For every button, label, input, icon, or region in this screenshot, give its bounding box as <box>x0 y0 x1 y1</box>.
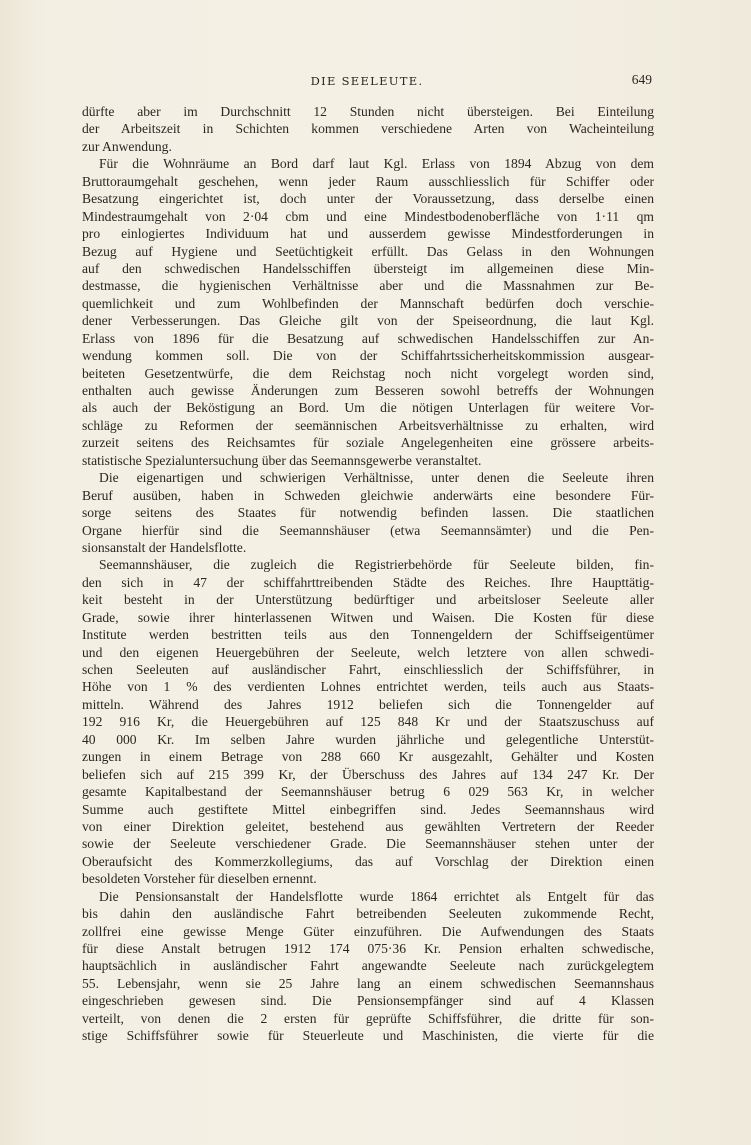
text-line: Institute werden bestritten teils aus den Tonnengeldern der Schiffseigentümer <box>82 627 654 643</box>
text-line: auf den schwedischen Handelsschiffen übersteigt im allgemeinen diese Min- <box>82 260 654 276</box>
running-head: DIE SEELEUTE. <box>310 74 424 88</box>
text-line: besoldeten Vorsteher für dieselben ernennt. <box>82 871 317 887</box>
text-line: sorge seitens des Staates für notwendig befinden lassen. Die staatlichen <box>82 505 654 521</box>
text-line: Die Pensionsanstalt der Handelsflotte wurde 1864 errichtet als Entgelt für das <box>99 888 654 904</box>
text-line: der Arbeitszeit in Schichten kommen verschiedene Arten von Wacheinteilung <box>82 121 654 137</box>
text-line: 192 916 Kr, die Heuergebühren auf 125 848 Kr und der Staatszuschuss auf <box>82 714 654 730</box>
text-line: Höhe von 1 % des verdienten Lohnes entrichtet werden, teils auch aus Staats- <box>82 679 654 695</box>
text-line: Für die Wohnräume an Bord darf laut Kgl. Erlass von 1894 Abzug von dem <box>99 156 654 172</box>
text-line: pro einlogiertes Individuum hat und ausserdem gewisse Mindestforderungen in <box>82 226 654 242</box>
body-text <box>82 103 654 1045</box>
text-line: bis dahin den ausländische Fahrt betreibenden Seeleuten zukommende Recht, <box>82 906 654 922</box>
text-line: statistische Spezialuntersuchung über das Seemannsgewerbe veranstaltet. <box>82 452 482 468</box>
text-line: Grade, sowie ihrer hinterlassenen Witwen und Waisen. Die Kosten für diese <box>82 609 654 625</box>
text-line: Bruttoraumgehalt geschehen, wenn jeder Raum ausschliesslich für Schiffer oder <box>82 173 654 189</box>
text-line: Oberaufsicht des Kommerzkollegiums, das auf Vorschlag der Direktion einen <box>82 853 654 869</box>
text-line: enthalten auch gewisse Änderungen zum Besseren sowohl betreffs der Wohnungen <box>82 383 654 398</box>
text-line: zurzeit seitens des Reichsamtes für soziale Angelegenheiten eine grössere arbeits- <box>82 435 654 451</box>
text-line: wendung kommen soll. Die von der Schiffahrtssicherheitskommission ausgear- <box>82 348 654 364</box>
text-line: stige Schiffsführer sowie für Steuerleute und Maschinisten, die vierte für die <box>82 1028 654 1044</box>
text-line: Seemannshäuser, die zugleich die Registrierbehörde für Seeleute bilden, fin- <box>99 557 654 573</box>
text-line: Erlass von 1896 für die Besatzung auf schwedischen Handelsschiffen zur An- <box>82 330 654 346</box>
text-line: schläge zu Reformen der seemännischen Arbeitsverhältnisse zu erhalten, wird <box>82 417 654 433</box>
text-line: hauptsächlich in ausländischer Fahrt angewandte Seeleute nach zurückgelegtem <box>82 958 654 974</box>
text-line: zungen in einem Betrage von 288 660 Kr ausgezahlt, Gehälter und Kosten <box>82 749 654 765</box>
text-line: sionsanstalt der Handelsflotte. <box>82 539 247 555</box>
text-line: zollfrei eine gewisse Menge Güter einzuführen. Die Aufwendungen des Staats <box>82 923 654 939</box>
text-line: destmasse, die hygienischen Verhältnisse aber und die Massnahmen zur Be- <box>82 278 654 294</box>
text-line: den sich in 47 der schiffahrttreibenden Städte des Reiches. Ihre Haupttätig- <box>82 574 654 590</box>
text-line: von einer Direktion geleitet, bestehend aus gewählten Vertretern der Reeder <box>82 818 654 834</box>
text-line: 40 000 Kr. Im selben Jahre wurden jährliche und gelegentliche Unterstüt- <box>82 731 654 747</box>
text-line: Besatzung eingerichtet ist, doch unter der Voraussetzung, dass derselbe einen <box>82 191 654 207</box>
text-line: dener Verbesserungen. Das Gleiche gilt von der Speiseordnung, die laut Kgl. <box>82 313 654 329</box>
text-line: schen Seeleuten auf ausländischer Fahrt, einschliesslich der Schiffsführer, in <box>82 662 654 677</box>
text-line: gesamte Kapitalbestand der Seemannshäuser betrug 6 029 563 Kr, in welcher <box>82 784 654 800</box>
page-number: 649 <box>631 72 652 87</box>
text-line: für diese Anstalt betrugen 1912 174 075·36 Kr. Pension erhalten schwedische, <box>82 941 654 956</box>
page-header <box>82 72 652 92</box>
text-line: mitteln. Während des Jahres 1912 beliefen sich die Tonnengelder auf <box>82 696 654 712</box>
text-line: als auch der Beköstigung an Bord. Um die nötigen Unterlagen für weitere Vor- <box>82 400 654 416</box>
text-line: keit besteht in der Unterstützung bedürftiger und arbeitsloser Seeleute aller <box>82 592 654 608</box>
text-line: zur Anwendung. <box>82 138 172 154</box>
text-line: dürfte aber im Durchschnitt 12 Stunden nicht übersteigen. Bei Einteilung <box>82 104 654 119</box>
text-line: verteilt, von denen die 2 ersten für geprüfte Schiffsführer, die dritte für son- <box>82 1010 654 1026</box>
text-line: Die eigenartigen und schwierigen Verhältnisse, unter denen die Seeleute ihren <box>99 470 654 486</box>
text-line: Summe auch gestiftete Mittel einbegriffen sind. Jedes Seemannshaus wird <box>82 801 654 817</box>
text-line: Mindestraumgehalt von 2·04 cbm und eine Mindestbodenoberfläche von 1·11 qm <box>82 208 654 224</box>
text-line: beliefen sich auf 215 399 Kr, der Überschuss des Jahres auf 134 247 Kr. Der <box>82 766 654 782</box>
text-line: quemlichkeit und zum Wohlbefinden der Mannschaft bedürfen doch verschie- <box>82 295 654 311</box>
text-line: und den eigenen Heuergebühren der Seeleute, welch letztere von allen schwedi- <box>82 644 654 660</box>
text-line: sowie der Seeleute verschiedener Grade. Die Seemannshäuser stehen unter der <box>82 836 654 852</box>
text-line: eingeschrieben gewesen sind. Die Pensionsempfänger sind auf 4 Klassen <box>82 993 654 1009</box>
text-line: Organe hierfür sind die Seemannshäuser (etwa Seemannsämter) und die Pen- <box>82 522 654 538</box>
text-line: Beruf ausüben, haben in Schweden gleichwie anderwärts eine besondere Für- <box>82 487 654 503</box>
text-line: Bezug auf Hygiene und Seetüchtigkeit erfüllt. Das Gelass in den Wohnungen <box>82 243 654 259</box>
text-line: beiteten Gesetzentwürfe, die dem Reichstag noch nicht vorgelegt worden sind, <box>82 365 654 381</box>
text-line: 55. Lebensjahr, wenn sie 25 Jahre lang an einem schwedischen Seemannshaus <box>82 975 654 991</box>
